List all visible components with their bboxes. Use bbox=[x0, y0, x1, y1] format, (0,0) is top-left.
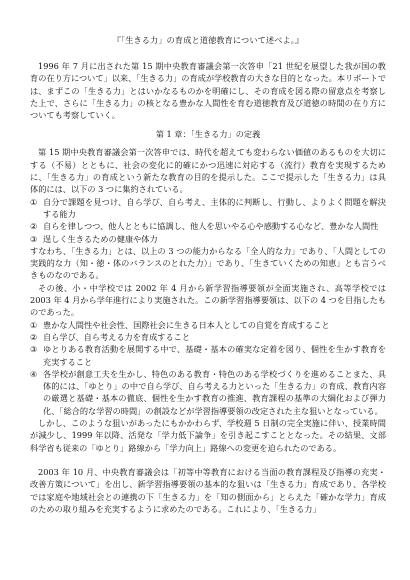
list-item bbox=[30, 343, 386, 368]
list-marker: ② bbox=[30, 331, 38, 342]
debate-paragraph: しかし、このような狙いがあったにもかかわらず、学校週 5 日制の完全実施に伴い、授業時間が減少し、1999 年以降、活発な「学力低下論争」を引き起こすこととなった。その結果、文部科学省も従来の「ゆとり」路線から「学力向上」路線への変更を迫られたのである。 bbox=[30, 418, 386, 453]
list-item bbox=[30, 319, 386, 331]
list-marker: ④ bbox=[30, 368, 38, 379]
chapter-heading: 第 1 章：「生きる力」の定義 bbox=[155, 129, 261, 140]
curriculum-goals-list bbox=[30, 319, 386, 417]
list-item bbox=[30, 196, 386, 221]
list-item-text: 豊かな人間性や社会性、国際社会に生きる日本人としての自覚を育成すること bbox=[43, 319, 330, 330]
list-item-text: 自分で課題を見つけ、自ら学び、自ら考え、主体的に判断し、行動し、よりよく問題を解決する能力 bbox=[43, 196, 386, 219]
summary-paragraph: すなわち、「生きる力」とは、以上の 3 つの能力からなる「全人的な力」であり、「人間としての実践的な力（知・徳・体のバランスのとれた力）」であり、「生きていくための知恵」とも言うべきものなのである。 bbox=[30, 245, 386, 281]
list-item bbox=[30, 220, 386, 232]
intro-paragraph: 1996 年 7 月に出された第 15 期中央教育審議会第一次答申「21 世紀を展望した我が国の教育の在り方について」以来、「生きる力」の育成が学校教育の大きな目的となった。本リポートでは、まずこの「生きる力」とはいかなるものかを明確にし、その育成を図る際の留意点を考察した上で、さらに「生きる力」の核となる豊かな人間性を育む道徳教育及び道徳の時間の在り方についても考察していく。 bbox=[30, 61, 386, 121]
list-marker: ② bbox=[30, 221, 38, 232]
paragraph-gap bbox=[30, 454, 386, 466]
definition-paragraph: 第 15 期中央教育審議会第一次答申では、時代を超えても変わらない価値のあるものを大切にする（不易）とともに、社会の変化に的確にかつ迅速に対応する（流行）教育を実現するために、「生きる力」の育成という新たな教育の目的を提示した。ここで提示した「生きる力」は具体的には、以下の 3 つに集約されている。 bbox=[30, 147, 386, 195]
list-item bbox=[30, 368, 386, 417]
list-item bbox=[30, 233, 386, 245]
curriculum-paragraph: その後、小・中学校では 2002 年 4 月から新学習指導要領が全面実施され、高等学校では 2003 年 4 月から学年進行により実施された。この新学習指導要領は、以下の 4 つを目指したものであった。 bbox=[30, 282, 386, 318]
list-item-text: 各学校が創意工夫を生かし、特色のある教育・特色のある学校づくりを進めることまた、具体的には、「ゆとり」の中で自ら学び、自ら考える力といった「生きる力」の育成、教育内容の厳選と基礎・基本の徹底、個性を生かす教育の推進、教育課程の基準の大綱化および弾力化、「総合的な学習の時間」の創設などが学習指導要領の改定された主な狙いとなっている。 bbox=[43, 368, 386, 416]
list-item-text: 自らを律しつつ、他人とともに協調し、他人を思いやる心や感動する心など、豊かな人間性 bbox=[43, 221, 379, 232]
list-item-text: 自ら学び、自ら考える力を育成すること bbox=[43, 331, 191, 342]
list-item-text: ゆとりある教育活動を展開する中で、基礎・基本の確実な定着を図り、個性を生かす教育を充実すること bbox=[43, 344, 386, 367]
list-item bbox=[30, 331, 386, 343]
council-2003-paragraph: 2003 年 10 月、中央教育審議会は「初等中等教育における当面の教育課程及び指導の充実・改善方策について」を出し、新学習指導要領の基本的な狙いは「生きる力」育成であり、各学校では家庭や地域社会との連携の下「生きる力」を「知の側面から」とらえた「確かな学力」育成のための取り組みを充実するように求めたのである。これにより、「生きる力」 bbox=[30, 466, 386, 514]
list-item-text: 逞しく生きるための健康や体力 bbox=[43, 233, 158, 244]
document-title: 『「生きる力」の育成と道徳教育について述べよ。』 bbox=[112, 35, 304, 45]
list-marker: ① bbox=[30, 319, 38, 330]
ability-list bbox=[30, 196, 386, 245]
list-marker: ③ bbox=[30, 344, 38, 355]
list-marker: ③ bbox=[30, 233, 38, 244]
list-marker: ① bbox=[30, 196, 38, 207]
